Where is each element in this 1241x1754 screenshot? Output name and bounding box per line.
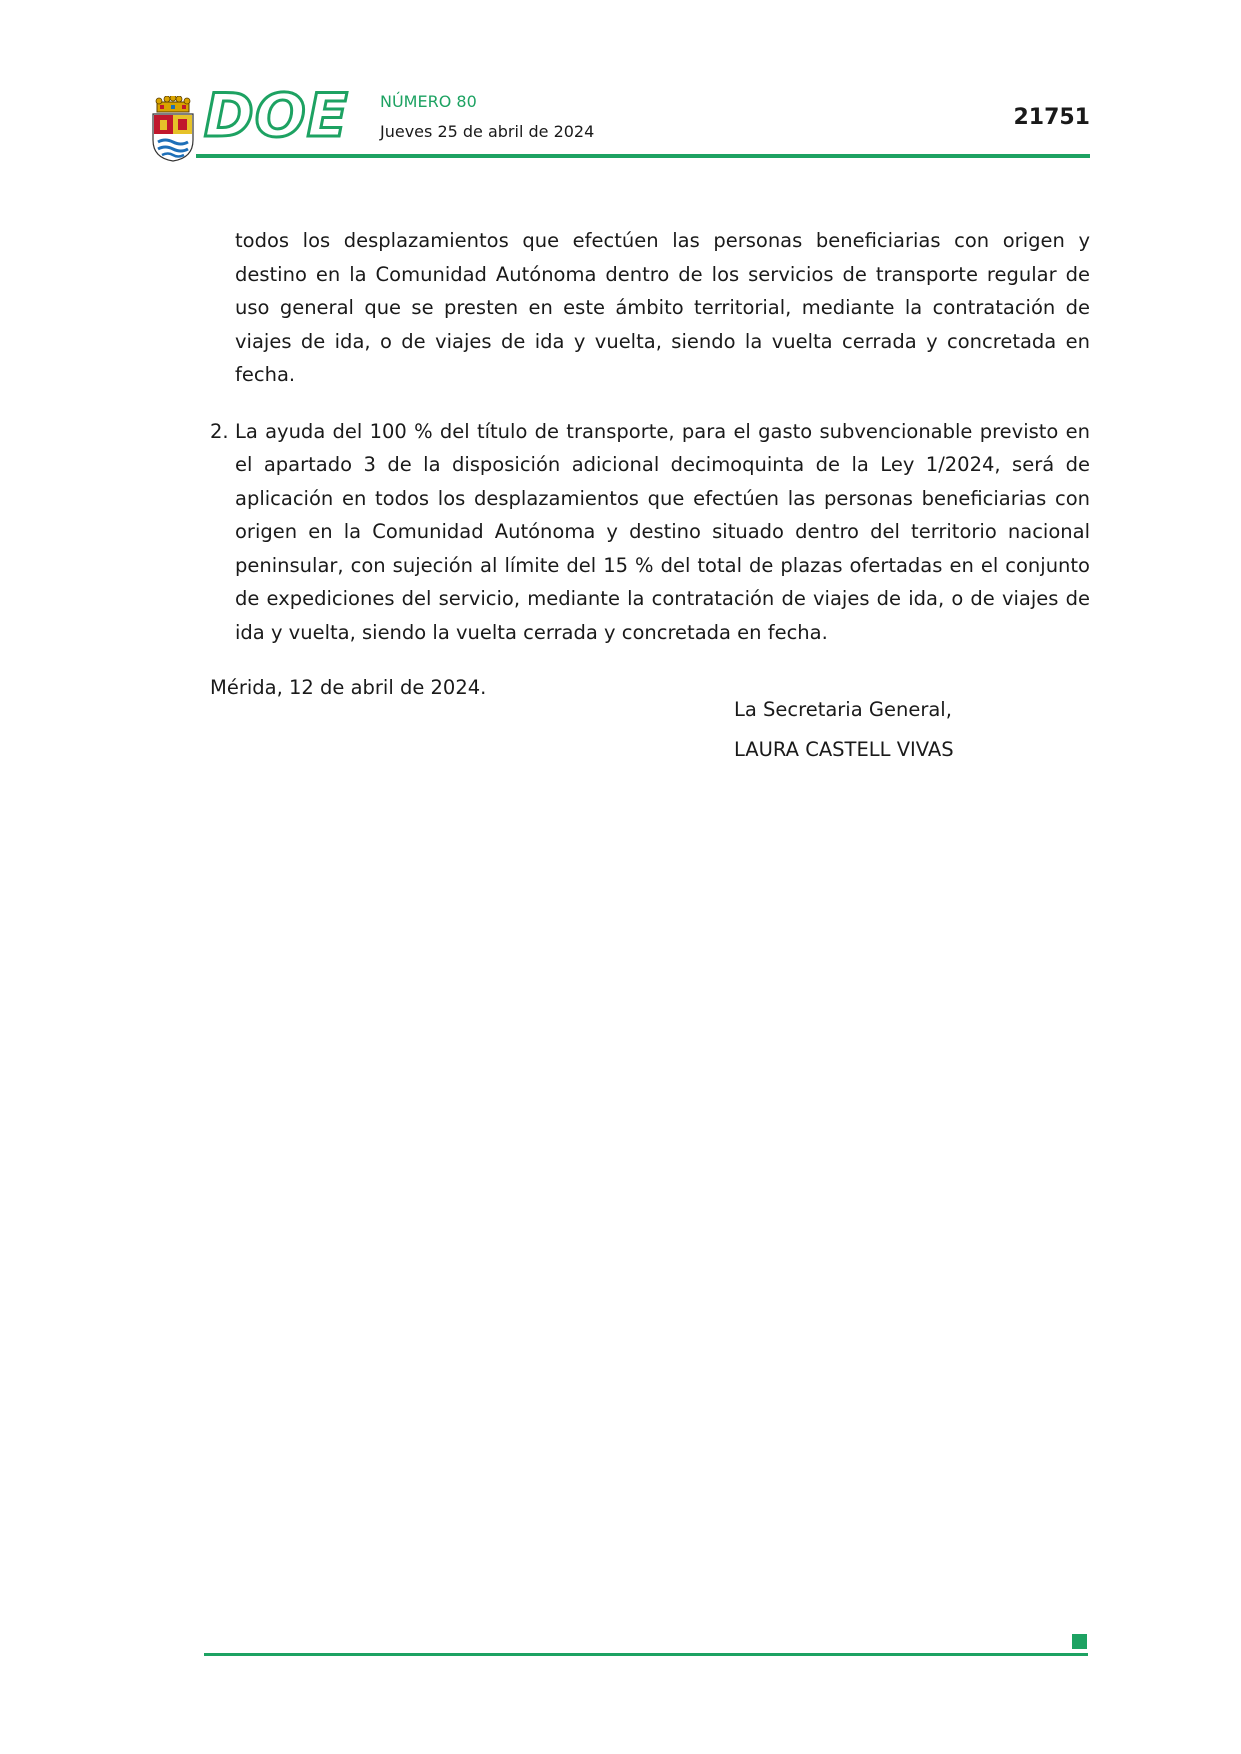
signature-block [734,690,954,770]
place-and-date: Mérida, 12 de abril de 2024. [210,676,487,699]
page-header [150,81,1090,162]
list-item-text: La ayuda del 100 % del título de transporte, para el gasto subvencionable previsto en el apartado 3 de la disposición adicional decimoquinta de la Ley 1/2024, será de aplicación en todos los desplazamientos que efectúen las personas beneficiarias con origen en la Comunidad Autónoma y destino situado dentro del territorio nacional peninsular, con sujeción al límite del 15 % del total de plazas ofertadas en el conjunto de expediciones del servicio, mediante la contratación de viajes de ida, o de viajes de ida y vuelta, siendo la vuelta cerrada y concretada en fecha. [235,419,1090,644]
page-number: 21751 [1013,105,1090,130]
signature-name: LAURA CASTELL VIVAS [734,738,954,761]
doe-logo: DOE [204,81,349,151]
document-body [210,224,1090,705]
end-square-icon [1072,1634,1087,1649]
continuation-paragraph: todos los desplazamientos que efectúen las personas beneficiarias con origen y destino en la Comunidad Autónoma dentro de los servicios de transporte regular de uso general que se presten en este ámbito territorial, mediante la contratación de viajes de ida, o de viajes de ida y vuelta, siendo la vuelta cerrada y concretada en fecha. [235,229,1090,386]
issue-date: Jueves 25 de abril de 2024 [380,122,595,141]
header-divider [196,154,1090,158]
list-item-number: 2. [210,419,229,443]
footer-divider [204,1653,1088,1656]
issue-number: NÚMERO 80 [380,92,477,111]
list-item [210,415,1090,650]
coat-of-arms-icon [150,96,196,162]
signature-role: La Secretaria General, [734,698,952,721]
